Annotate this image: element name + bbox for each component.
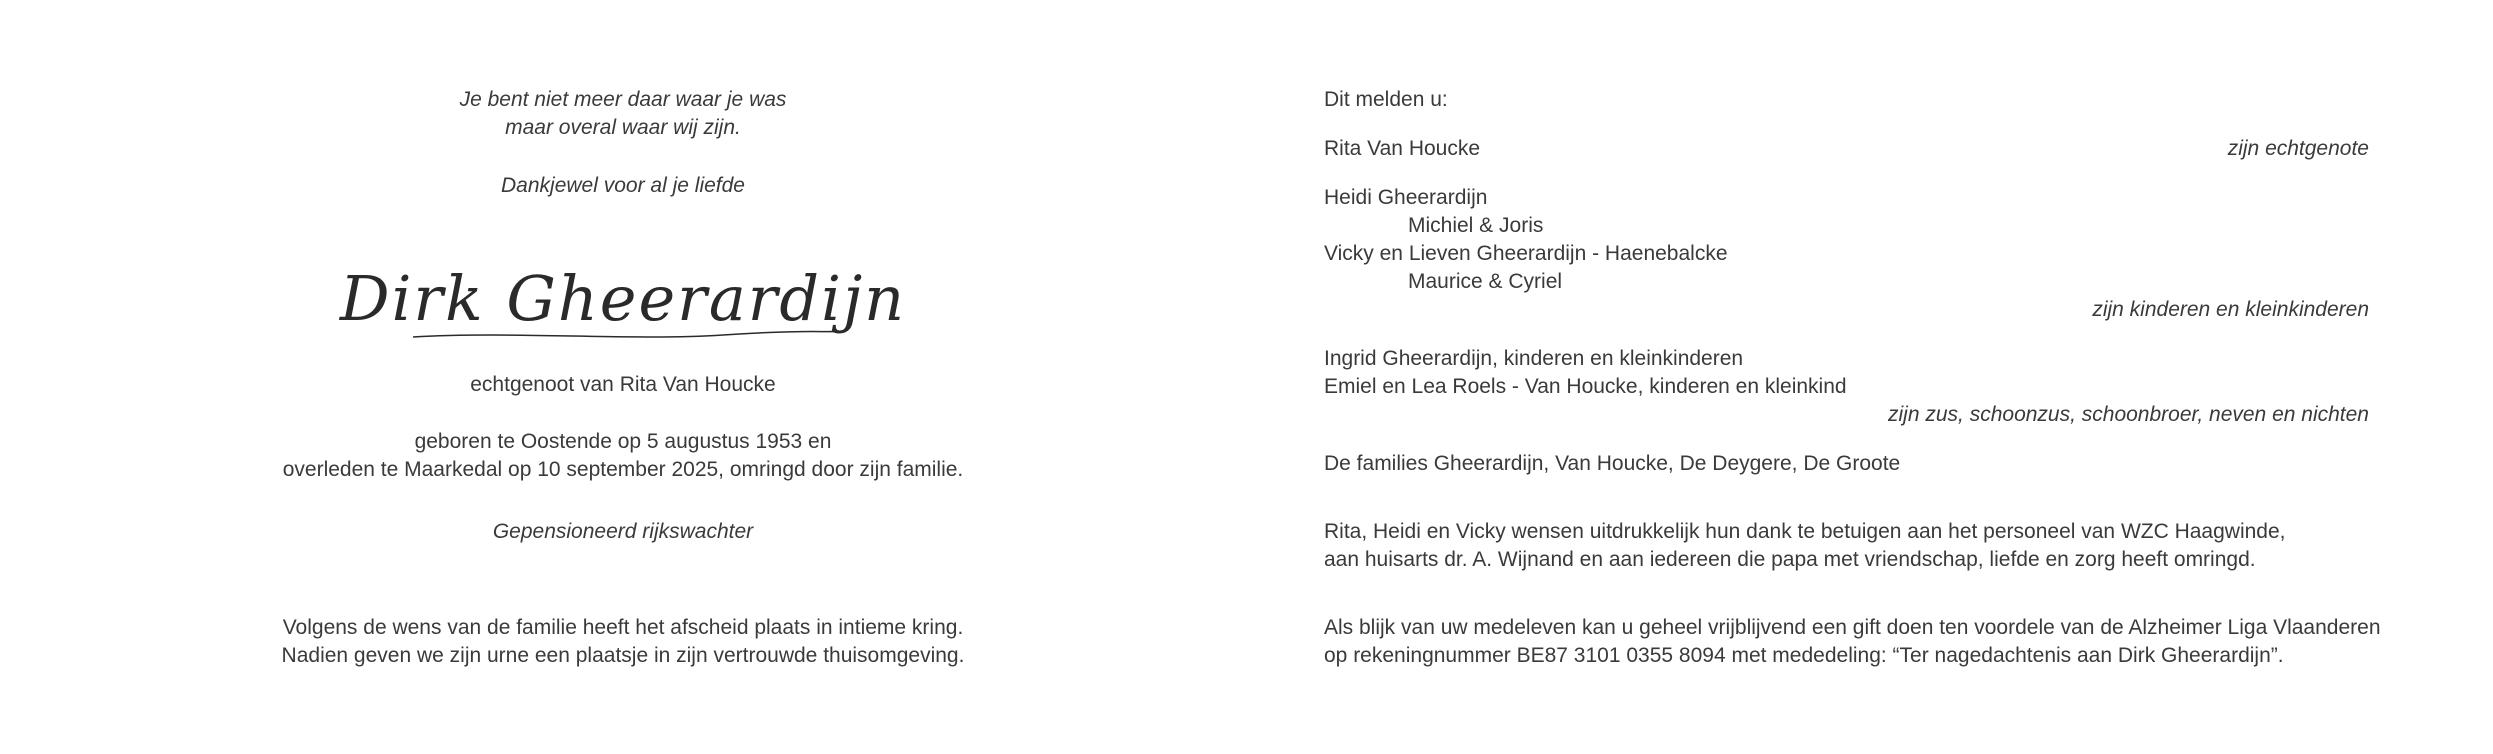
gift-line-1: Als blijk van uw medeleven kan u geheel vrijblijvend een gift doen ten voordele van de Alzheimer Liga Vlaanderen xyxy=(1324,616,2381,639)
spouse-line: echtgenoot van Rita Van Houcke xyxy=(470,373,776,396)
spouse-name: Rita Van Houcke xyxy=(1324,137,1481,160)
signature-text: Dirk Gheerardijn xyxy=(339,262,907,335)
farewell-line-2: Nadien geven we zijn urne een plaatsje in zijn vertrouwde thuisomgeving. xyxy=(281,644,965,667)
poem-line-2: maar overal waar wij zijn. xyxy=(505,116,741,139)
families-line: De families Gheerardijn, Van Houcke, De Deygere, De Groote xyxy=(1324,452,1901,475)
grandchildren-1: Michiel & Joris xyxy=(1408,214,1544,237)
name-signature xyxy=(0,262,1246,362)
died-line: overleden te Maarkedal op 10 september 2025, omringd door zijn familie. xyxy=(282,458,964,481)
farewell-line-1: Volgens de wens van de familie heeft het afscheid plaats in intieme kring. xyxy=(282,616,964,639)
gift-line-2: op rekeningnummer BE87 3101 0355 8094 met mededeling: “Ter nagedachtenis aan Dirk Gheerardijn”. xyxy=(1324,644,2284,667)
siblings-role: zijn zus, schoonzus, schoonbroer, neven en nichten xyxy=(1888,403,2369,426)
born-line: geboren te Oostende op 5 augustus 1953 en xyxy=(414,430,832,453)
intro-line: Dit melden u: xyxy=(1324,88,1448,111)
thanks-line-1: Rita, Heidi en Vicky wensen uitdrukkelijk hun dank te betuigen aan het personeel van WZC Haagwinde, xyxy=(1324,520,2286,543)
thanks-line-2: aan huisarts dr. A. Wijnand en aan iedereen die papa met vriendschap, liefde en zorg heeft omringd. xyxy=(1324,548,2256,571)
poem-line-1: Je bent niet meer daar waar je was xyxy=(459,88,787,111)
child-1: Heidi Gheerardijn xyxy=(1324,186,1488,209)
sibling-1: Ingrid Gheerardijn, kinderen en kleinkinderen xyxy=(1324,347,1744,370)
occupation-line: Gepensioneerd rijkswachter xyxy=(492,520,754,543)
thanks-line: Dankjewel voor al je liefde xyxy=(501,174,745,197)
spouse-role: zijn echtgenote xyxy=(2227,137,2369,160)
grandchildren-2: Maurice & Cyriel xyxy=(1408,270,1563,293)
children-role: zijn kinderen en kleinkinderen xyxy=(2092,298,2369,321)
child-2: Vicky en Lieven Gheerardijn - Haenebalcke xyxy=(1324,242,1728,265)
sibling-2: Emiel en Lea Roels - Van Houcke, kinderen en kleinkind xyxy=(1324,375,1847,398)
